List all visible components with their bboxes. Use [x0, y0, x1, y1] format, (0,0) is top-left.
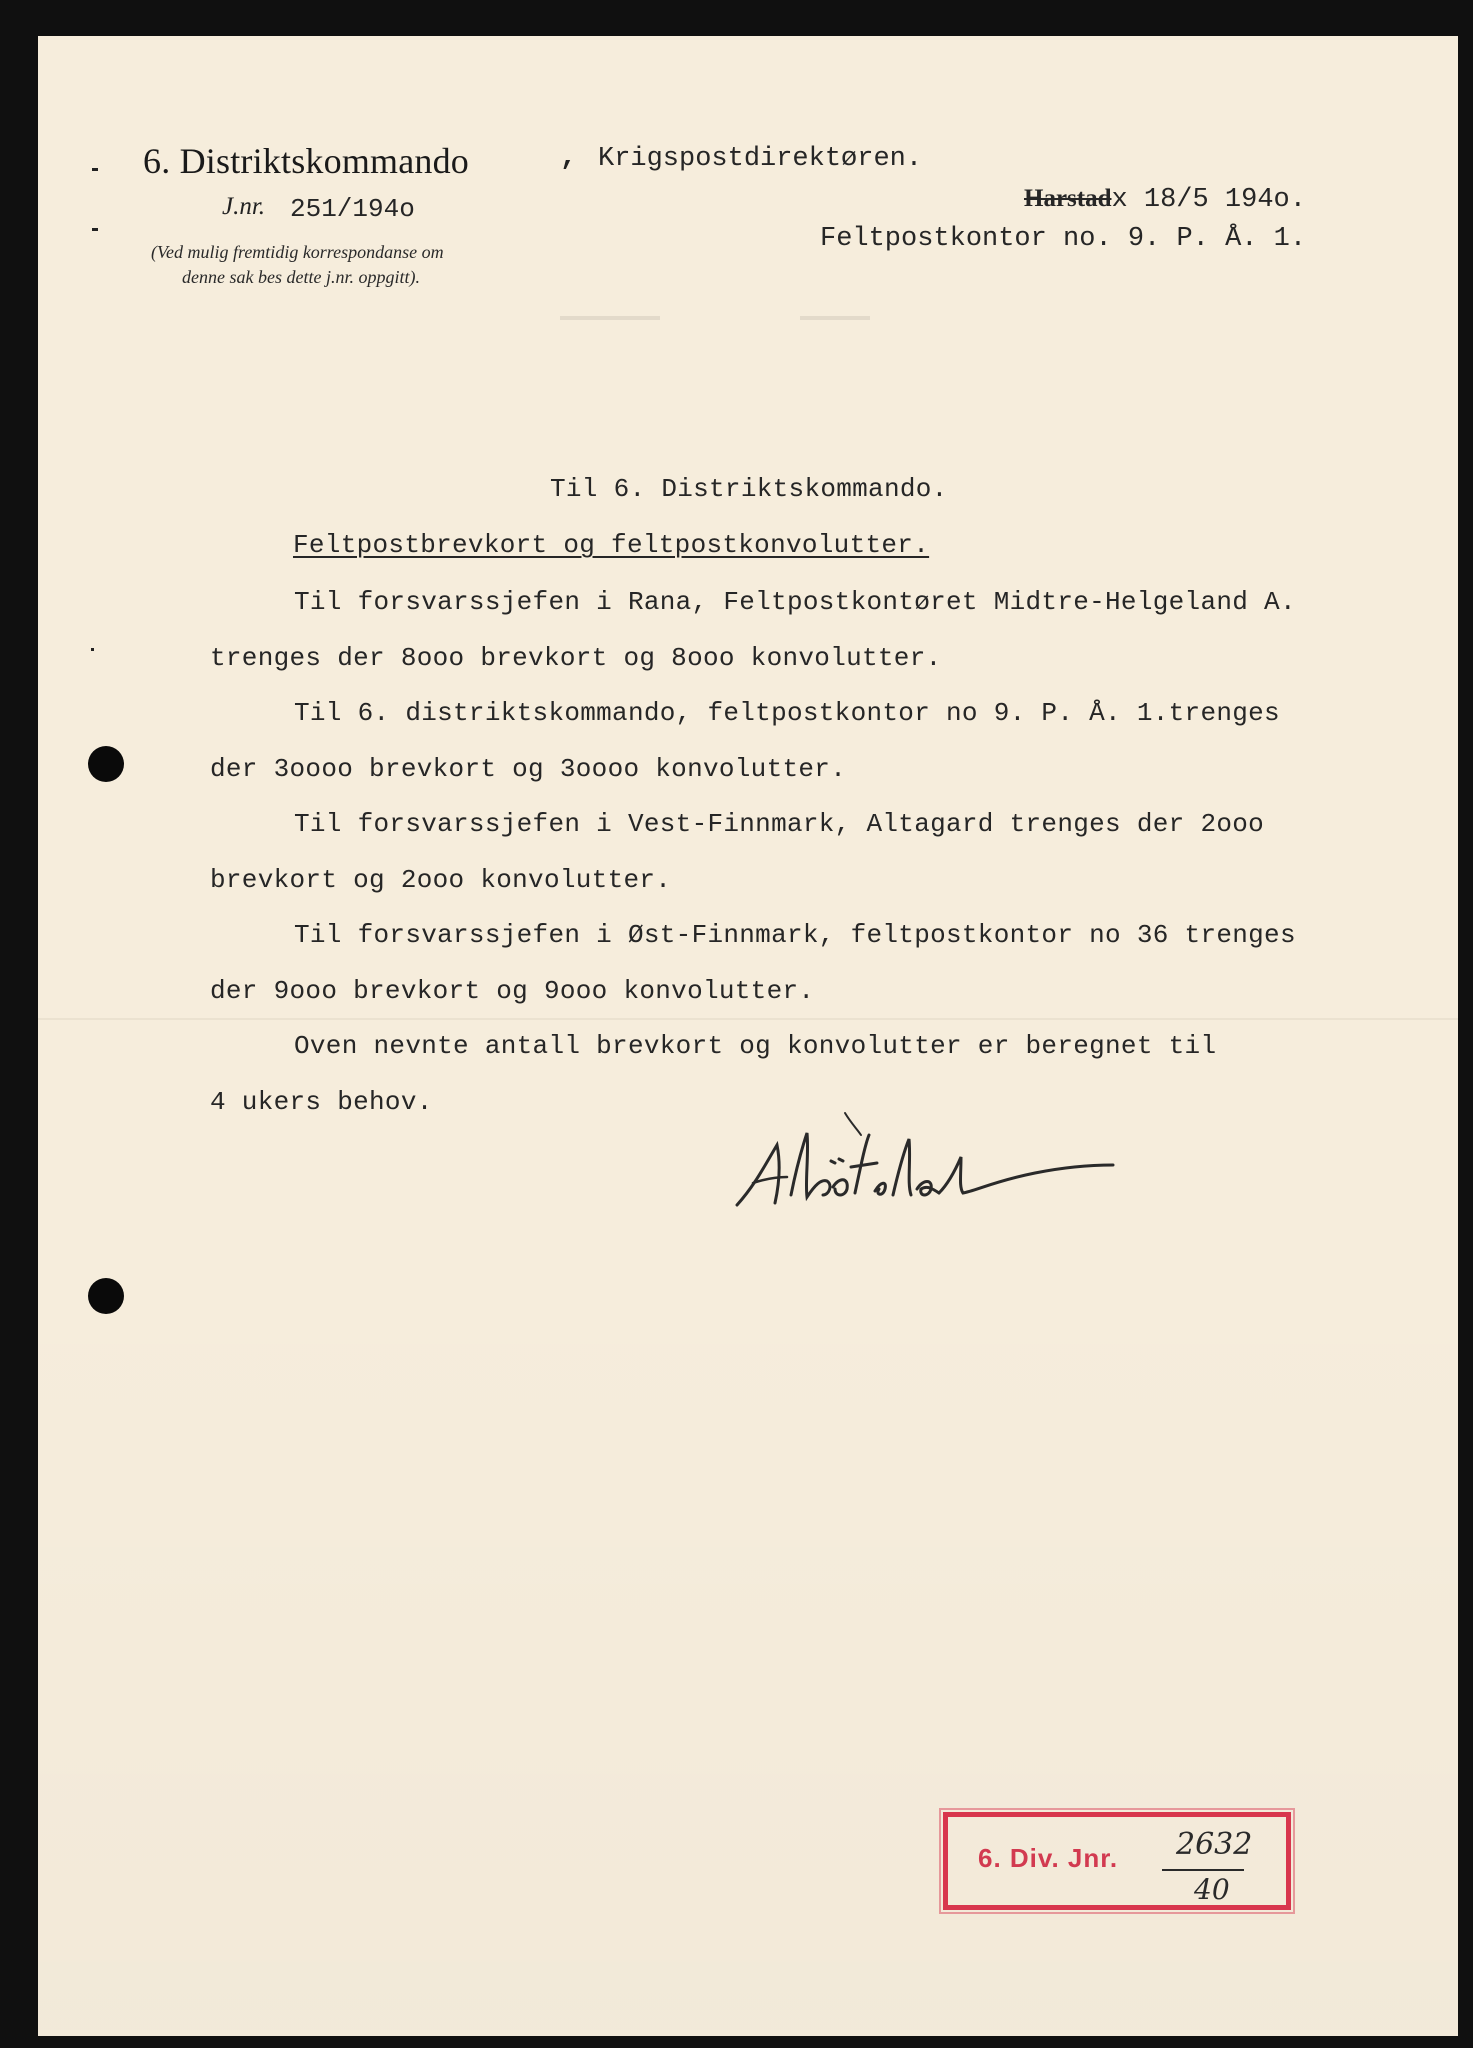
stamp-label: 6. Div. Jnr.	[978, 1843, 1119, 1873]
struck-place-name: Harstad	[1024, 185, 1112, 212]
punch-hole-upper	[88, 746, 124, 782]
reference-note-line2: denne sak bes dette j.nr. oppgitt).	[182, 267, 420, 287]
addressee-line: Til 6. Distriktskommando.	[550, 474, 948, 504]
body-line: Til forsvarssjefen i Vest-Finnmark, Altagard trenges der 2ooo	[294, 809, 1265, 839]
dateline-suffix: x	[1111, 185, 1128, 215]
body-line: Oven nevnte antall brevkort og konvolutter er beregnet til	[294, 1031, 1217, 1061]
journal-number-value: 251/194o	[290, 194, 415, 224]
margin-mark	[91, 648, 94, 651]
journal-number-label: J.nr.	[222, 193, 266, 220]
stamp-fraction-rule	[1162, 1869, 1244, 1871]
margin-mark	[92, 228, 98, 231]
dateline	[1024, 185, 1306, 215]
handwritten-signature	[735, 1105, 1115, 1215]
body-line: 4 ukers behov.	[210, 1087, 433, 1117]
post-office-line: Feltpostkontor no. 9. P. Å. 1.	[820, 224, 1307, 254]
body-line: Til forsvarssjefen i Øst-Finnmark, feltpostkontor no 36 trenges	[294, 920, 1296, 950]
reference-note-line1: (Ved mulig fremtidig korrespondanse om	[151, 242, 444, 262]
margin-mark	[92, 168, 98, 171]
body-line: der 3oooo brevkort og 3oooo konvolutter.	[210, 754, 847, 784]
letterhead-office: 6. Distriktskommando	[143, 141, 469, 181]
show-through-mark	[800, 316, 870, 320]
body-line: trenges der 8ooo brevkort og 8ooo konvolutter.	[210, 643, 942, 673]
body-line: Til 6. distriktskommando, feltpostkontor no 9. P. Å. 1.trenges	[294, 698, 1280, 728]
body-line: brevkort og 2ooo konvolutter.	[210, 865, 672, 895]
stamp-number: 2632	[1176, 1827, 1253, 1862]
recipient-line: Krigspostdirektøren.	[598, 144, 923, 174]
letterhead-comma: ,	[560, 142, 577, 173]
body-line: der 9ooo brevkort og 9ooo konvolutter.	[210, 976, 815, 1006]
body-line: Til forsvarssjefen i Rana, Feltpostkontøret Midtre-Helgeland A.	[294, 587, 1296, 617]
show-through-mark	[560, 316, 660, 320]
subject-line: Feltpostbrevkort og feltpostkonvolutter.	[293, 530, 930, 560]
registration-stamp	[943, 1812, 1291, 1910]
letter-date: 18/5 194o.	[1143, 185, 1306, 215]
stamp-year: 40	[1194, 1873, 1230, 1906]
paper-fold-line	[38, 1018, 1458, 1020]
punch-hole-lower	[88, 1278, 124, 1314]
